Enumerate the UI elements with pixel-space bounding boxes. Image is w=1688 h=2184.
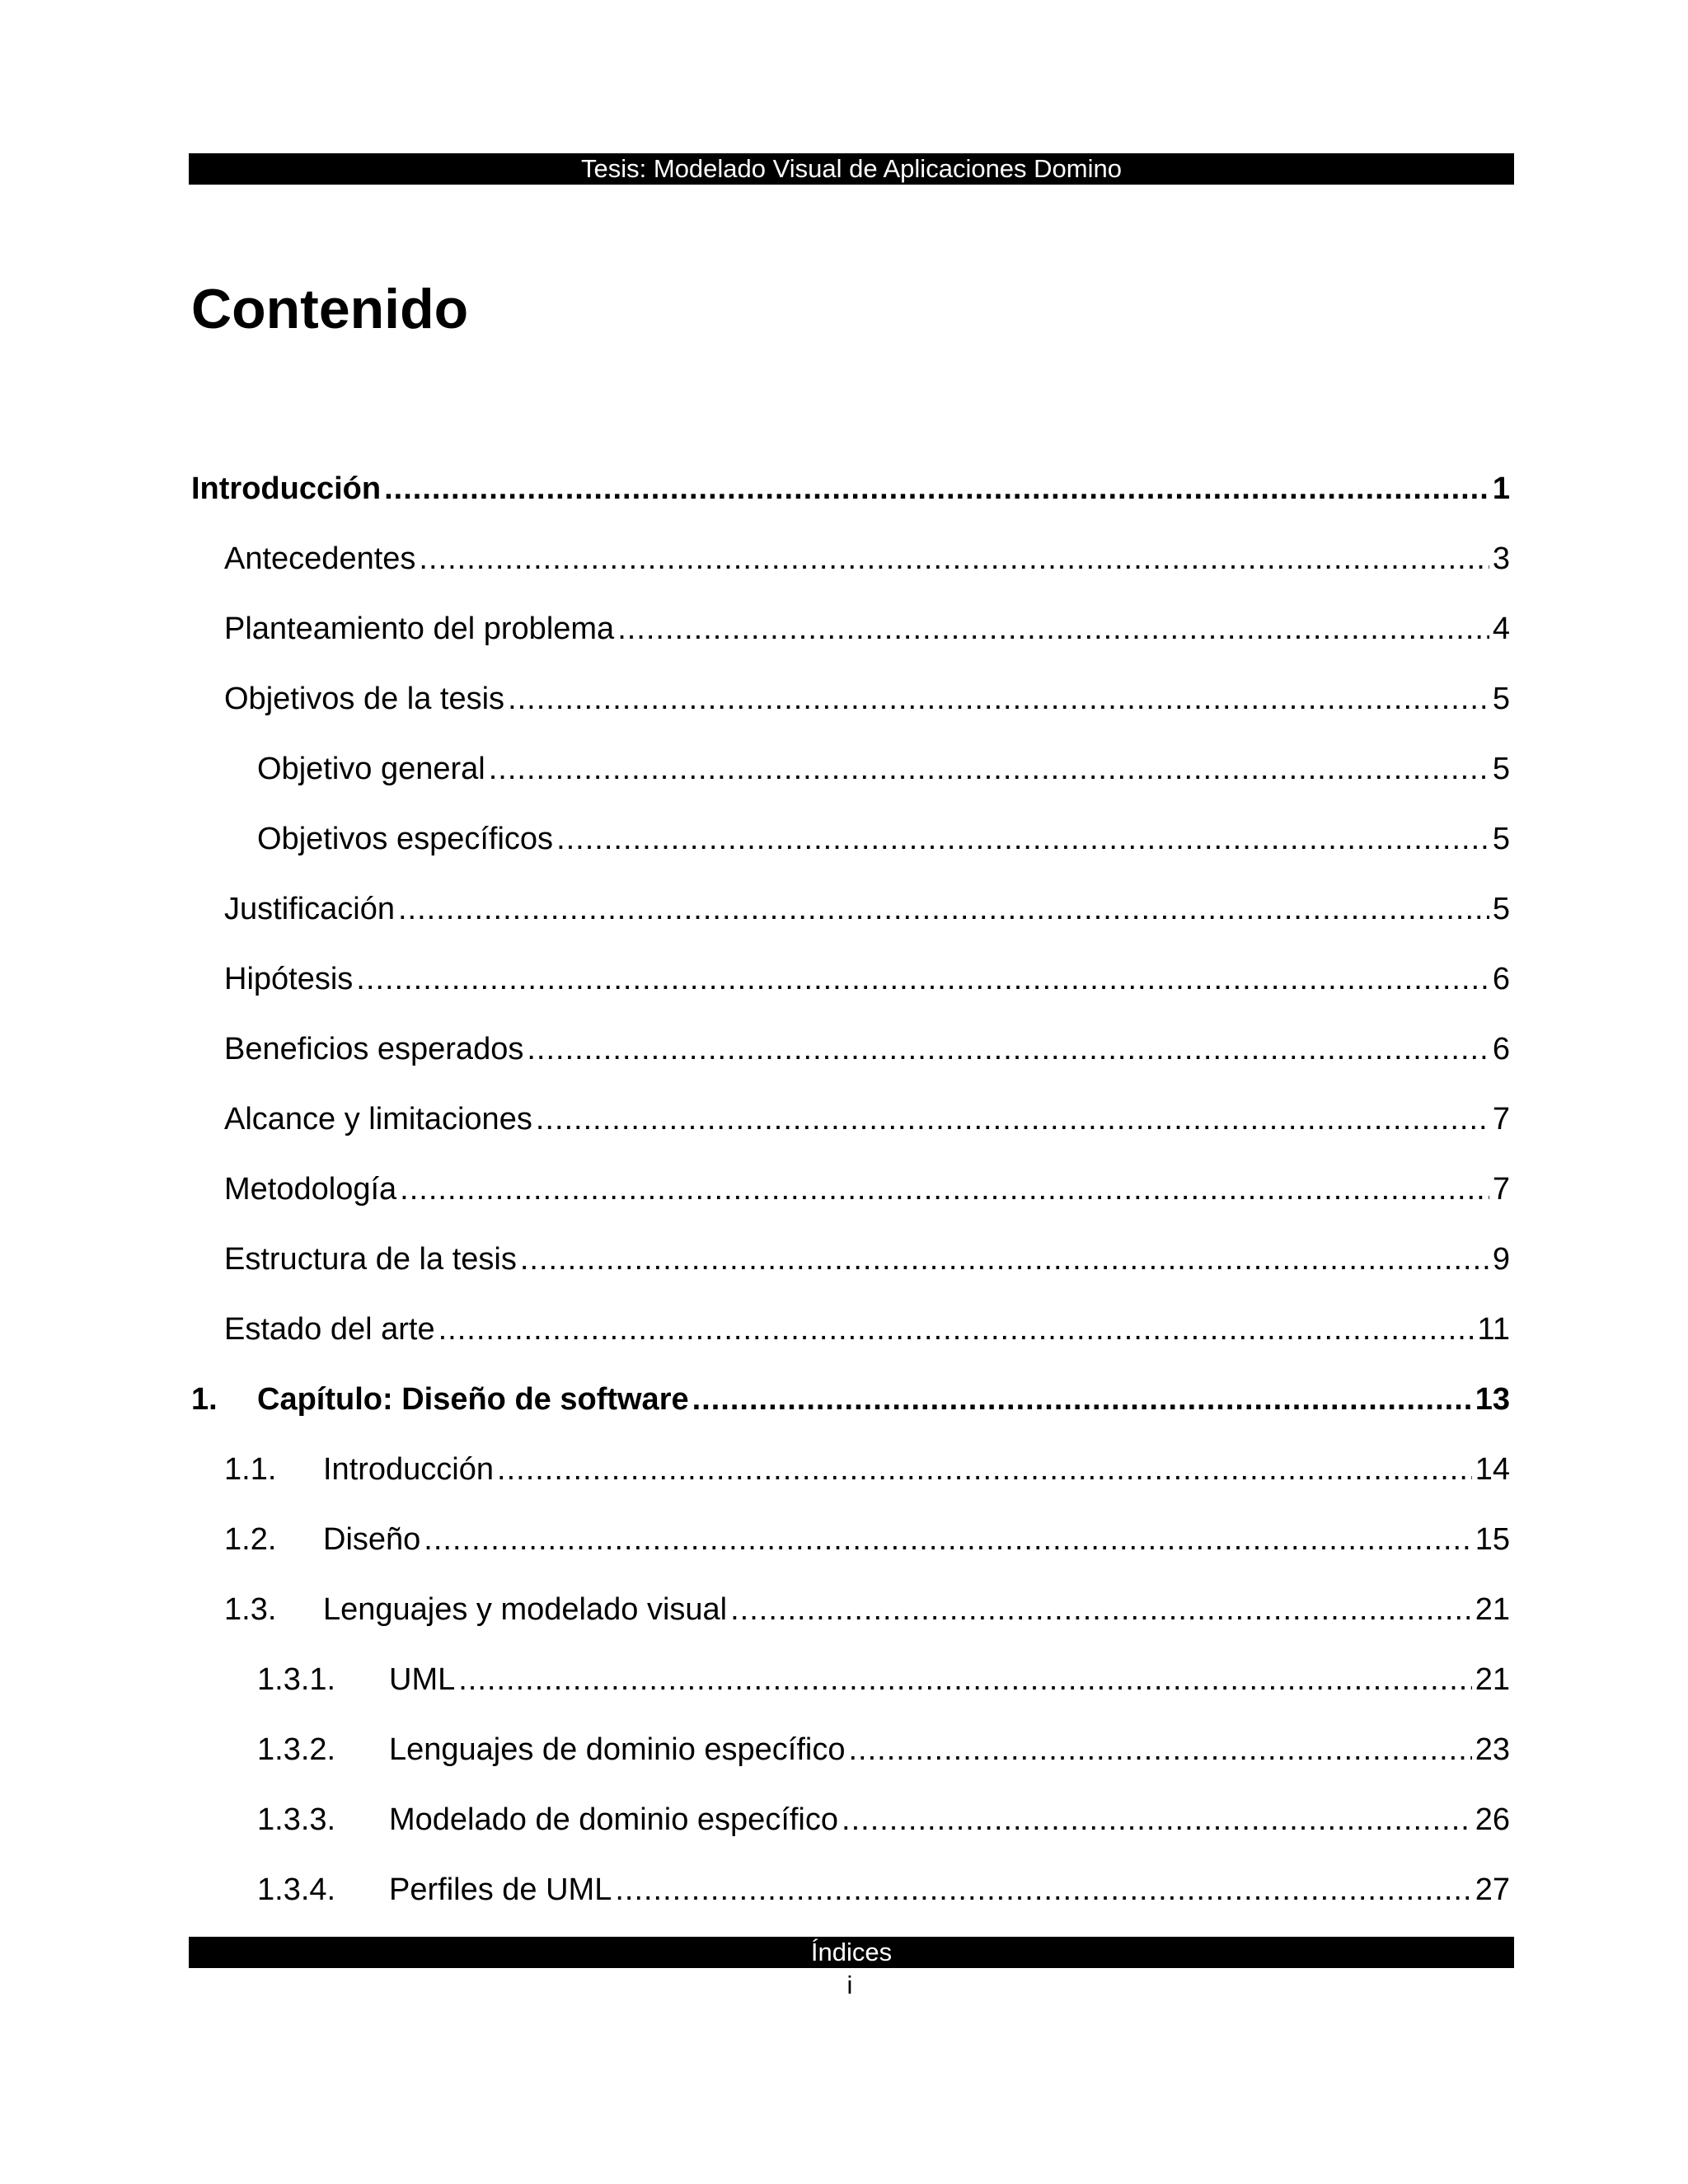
dot-leader (615, 1872, 1471, 1908)
dot-leader (556, 822, 1489, 857)
toc-entry-title: Metodología (224, 1172, 397, 1207)
toc-entry-page: 7 (1492, 1172, 1510, 1207)
dot-leader (849, 1732, 1472, 1768)
toc-entry-title: Estado del arte (224, 1312, 435, 1347)
toc-entry[interactable] (0, 1715, 1688, 1785)
toc-entry[interactable] (0, 1015, 1688, 1085)
toc-entry-number: 1.3. (224, 1592, 277, 1627)
toc-entry-page: 21 (1475, 1592, 1510, 1627)
dot-leader (398, 892, 1489, 927)
toc-entry-number: 1.1. (224, 1452, 277, 1487)
toc-entry[interactable] (0, 1295, 1688, 1365)
toc-entry-title: Objetivos de la tesis (224, 682, 505, 716)
toc-entry[interactable] (0, 1785, 1688, 1855)
dot-leader (438, 1312, 1475, 1347)
toc-entry-title: Introducción (323, 1452, 495, 1487)
toc-entry-page: 5 (1492, 752, 1510, 786)
toc-entry-page: 5 (1492, 892, 1510, 926)
toc-entry-page: 3 (1492, 541, 1510, 576)
dot-leader (536, 1102, 1489, 1137)
table-of-contents (0, 454, 1688, 1925)
toc-entry-number: 1.3.4. (257, 1872, 336, 1907)
toc-entry[interactable] (0, 734, 1688, 804)
toc-entry-number: 1.3.3. (257, 1802, 336, 1837)
toc-entry[interactable] (0, 1855, 1688, 1925)
toc-entry-title: Capítulo: Diseño de software (257, 1382, 689, 1417)
toc-entry[interactable] (0, 1365, 1688, 1435)
toc-entry-page: 5 (1492, 682, 1510, 716)
toc-entry-page: 6 (1492, 1032, 1510, 1066)
toc-entry[interactable] (0, 1645, 1688, 1715)
toc-entry-page: 26 (1475, 1802, 1510, 1837)
toc-entry[interactable] (0, 944, 1688, 1015)
toc-entry-page: 1 (1492, 471, 1510, 506)
toc-entry-page: 21 (1475, 1662, 1510, 1697)
toc-entry-title: Estructura de la tesis (224, 1242, 517, 1277)
toc-entry-page: 6 (1492, 962, 1510, 996)
toc-entry-title: Planteamiento del problema (224, 612, 615, 646)
dot-leader (527, 1032, 1489, 1067)
toc-entry-page: 15 (1475, 1522, 1510, 1557)
toc-entry-number: 1.2. (224, 1522, 277, 1557)
running-header: Tesis: Modelado Visual de Aplicaciones Domino (189, 153, 1514, 185)
running-footer: Índices (189, 1937, 1514, 1968)
toc-entry-title: Justificación (224, 892, 395, 926)
toc-entry[interactable] (0, 1225, 1688, 1295)
toc-entry[interactable] (0, 454, 1688, 524)
dot-leader (458, 1662, 1471, 1698)
toc-entry[interactable] (0, 594, 1688, 664)
toc-entry[interactable] (0, 524, 1688, 594)
toc-entry-page: 27 (1475, 1872, 1510, 1907)
dot-leader (424, 1522, 1471, 1558)
toc-entry-number: 1.3.1. (257, 1662, 336, 1697)
toc-entry-title: Lenguajes de dominio específico (389, 1732, 846, 1767)
toc-entry-page: 4 (1492, 612, 1510, 646)
toc-entry-title: Beneficios esperados (224, 1032, 524, 1066)
dot-leader (617, 612, 1489, 647)
toc-entry-title: Objetivo general (257, 752, 485, 786)
toc-entry-page: 23 (1475, 1732, 1510, 1767)
dot-leader (497, 1452, 1472, 1488)
toc-entry[interactable] (0, 874, 1688, 944)
toc-entry-title: Objetivos específicos (257, 822, 554, 856)
toc-entry-title: Perfiles de UML (389, 1872, 612, 1907)
dot-leader (730, 1592, 1472, 1628)
page-title: Contenido (191, 278, 469, 340)
page-number: i (846, 1971, 853, 1999)
toc-entry-number: 1. (191, 1382, 218, 1417)
toc-entry-page: 13 (1475, 1382, 1510, 1417)
toc-entry[interactable] (0, 1155, 1688, 1225)
toc-entry-title: Antecedentes (224, 541, 416, 576)
dot-leader (520, 1242, 1489, 1277)
toc-entry[interactable] (0, 664, 1688, 734)
toc-entry-number: 1.3.2. (257, 1732, 336, 1767)
toc-entry-title: Lenguajes y modelado visual (323, 1592, 728, 1627)
toc-entry-page: 7 (1492, 1102, 1510, 1137)
toc-entry-title: Modelado de dominio específico (389, 1802, 839, 1837)
dot-leader (384, 471, 1489, 507)
toc-entry-page: 9 (1492, 1242, 1510, 1277)
toc-entry[interactable] (0, 1085, 1688, 1155)
dot-leader (508, 682, 1489, 717)
dot-leader (419, 541, 1489, 577)
toc-entry[interactable] (0, 1435, 1688, 1505)
toc-entry[interactable] (0, 1505, 1688, 1575)
toc-entry[interactable] (0, 804, 1688, 874)
toc-entry[interactable] (0, 1575, 1688, 1645)
toc-entry-title: Hipótesis (224, 962, 354, 996)
toc-entry-title: Alcance y limitaciones (224, 1102, 532, 1137)
toc-entry-page: 5 (1492, 822, 1510, 856)
dot-leader (400, 1172, 1489, 1207)
toc-entry-page: 14 (1475, 1452, 1510, 1487)
dot-leader (489, 752, 1489, 787)
dot-leader (356, 962, 1489, 997)
dot-leader (842, 1802, 1472, 1838)
toc-entry-title: UML (389, 1662, 456, 1697)
toc-entry-title: Diseño (323, 1522, 421, 1557)
dot-leader (692, 1382, 1472, 1418)
toc-entry-title: Introducción (191, 471, 382, 506)
toc-entry-page: 11 (1477, 1312, 1510, 1347)
